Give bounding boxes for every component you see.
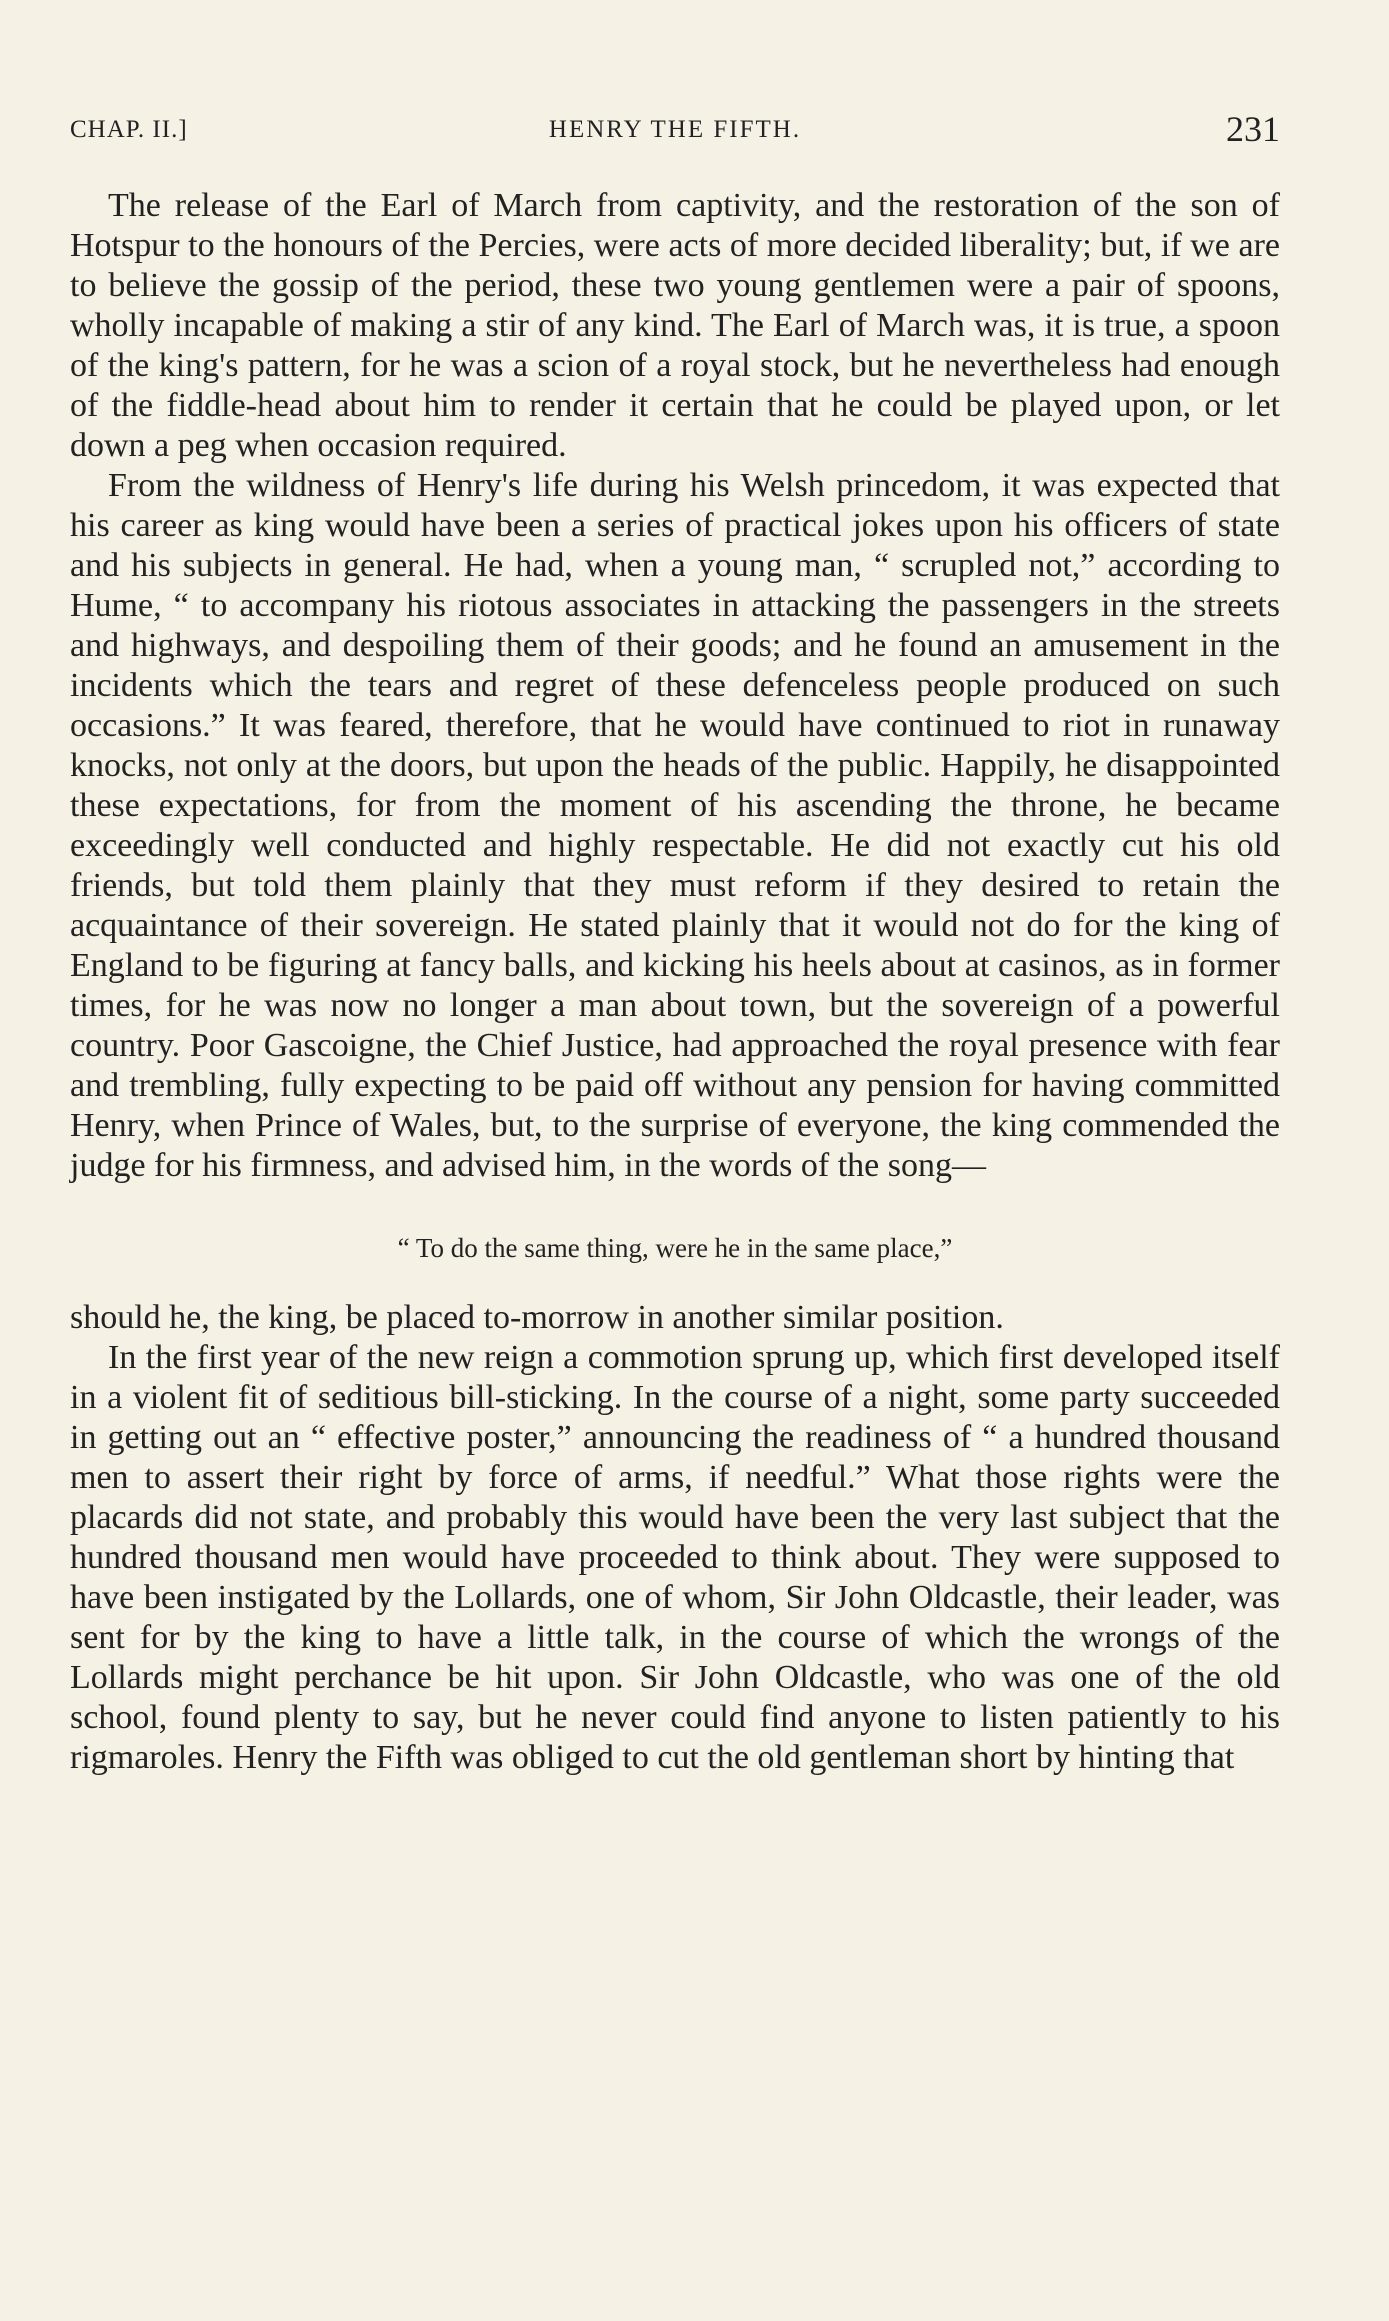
song-quotation: “ To do the same thing, were he in the same place,” xyxy=(397,1233,953,1263)
paragraph-lollards: In the first year of the new reign a commotion sprung up, which first developed itself in a violent fit of seditious bill-sticking. In the course of a night, some party succeeded in getting out an “ effective poster,” announcing the readiness of “ a hundred thousand men to assert their right by force of arms, if needful.” What those rights were the placards did not state, and probably this would have been the very last subject that the hundred thousand men would have proceeded to think about. They were supposed to have been instigated by the Lollards, one of whom, Sir John Oldcastle, their leader, was sent for by the king to have a little talk, in the course of which the wrongs of the Lollards might perchance be hit upon. Sir John Oldcastle, who was one of the old school, found plenty to say, but he never could find anyone to listen patiently to his rigmaroles. Henry the Fifth was obliged to cut the old gentleman short by hinting that xyxy=(70,1339,1280,1776)
running-head xyxy=(70,108,1280,152)
page-body xyxy=(70,186,1280,1778)
page-number: 231 xyxy=(1226,109,1280,149)
paragraph-continuation: should he, the king, be placed to-morrow in another similar position. xyxy=(70,1299,1004,1336)
chapter-label: CHAP. II.] xyxy=(70,116,188,143)
book-page xyxy=(70,0,1280,2321)
paragraph-henry-reform: From the wildness of Henry's life during his Welsh princedom, it was expected that his career as king would have been a series of practical jokes upon his officers of state and his subjects in general. He had, when a young man, “ scrupled not,” according to Hume, “ to accompany his riotous associates in attacking the passengers in the streets and highways, and despoiling them of their goods; and he found an amusement in the incidents which the tears and regret of these defenceless people produced on such occasions.” It was feared, therefore, that he would have continued to riot in runaway knocks, not only at the doors, but upon the heads of the public. Happily, he disappointed these expectations, for from the moment of his ascending the throne, he became exceedingly well conducted and highly respectable. He did not exactly cut his old friends, but told them plainly that they must reform if they desired to retain the acquaintance of their sovereign. He stated plainly that it would not do for the king of England to be figuring at fancy balls, and kicking his heels about at casinos, as in former times, for he was now no longer a man about town, but the sovereign of a powerful country. Poor Gascoigne, the Chief Justice, had approached the royal presence with fear and trembling, fully expecting to be paid off without any pension for having committed Henry, when Prince of Wales, but, to the surprise of everyone, the king commended the judge for his firmness, and advised him, in the words of the song— xyxy=(70,467,1280,1184)
paragraph-earl-of-march: The release of the Earl of March from captivity, and the restoration of the son of Hotspur to the honours of the Percies, were acts of more decided liberality; but, if we are to believe the gossip of the period, these two young gentlemen were a pair of spoons, wholly incapable of making a stir of any kind. The Earl of March was, it is true, a spoon of the king's pattern, for he was a scion of a royal stock, but he nevertheless had enough of the fiddle-head about him to render it certain that he could be played upon, or let down a peg when occasion required. xyxy=(70,187,1280,464)
page-title: HENRY THE FIFTH. xyxy=(548,116,802,143)
